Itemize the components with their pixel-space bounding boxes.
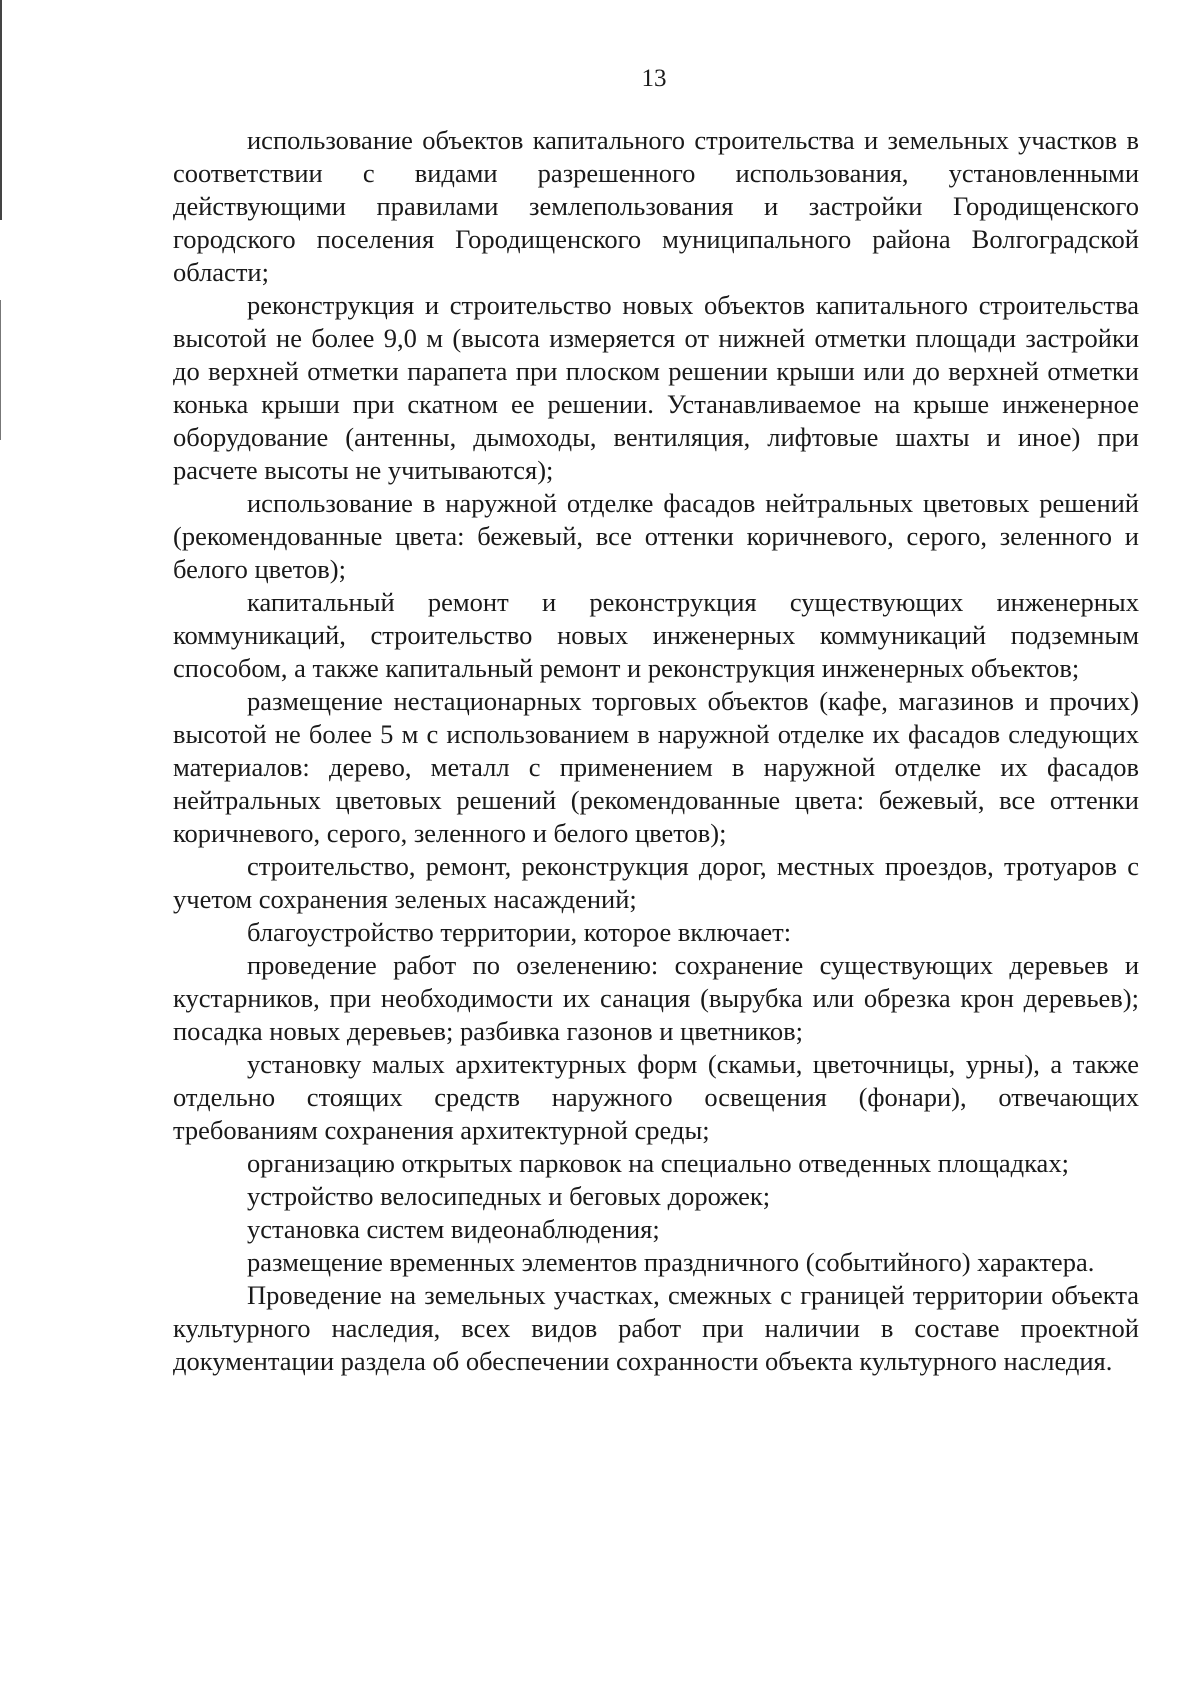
- paragraph: использование объектов капитального строительства и земельных участков в соответствии с видами разрешенного использования, установленными действующими правилами землепользования и застройки Городищенского городского поселения Городищенского муниципального района Волгоградской области;: [173, 125, 1139, 287]
- document-body: [173, 124, 1139, 1378]
- scan-edge-mark: [0, 300, 1, 440]
- paragraph: использование в наружной отделке фасадов нейтральных цветовых решений (рекомендованные цвета: бежевый, все оттенки коричневого, серого, зеленного и белого цветов);: [173, 488, 1139, 584]
- paragraph: размещение временных элементов праздничного (событийного) характера.: [247, 1247, 1095, 1277]
- paragraph: капитальный ремонт и реконструкция существующих инженерных коммуникаций, строительство новых инженерных коммуникаций подземным способом, а также капитальный ремонт и реконструкция инженерных объектов;: [173, 587, 1139, 683]
- paragraph: организацию открытых парковок на специально отведенных площадках;: [247, 1148, 1069, 1178]
- paragraph: благоустройство территории, которое включает:: [247, 917, 792, 947]
- paragraph: Проведение на земельных участках, смежных с границей территории объекта культурного наследия, всех видов работ при наличии в составе проектной документации раздела об обеспечении сохранности объекта культурного наследия.: [173, 1280, 1139, 1376]
- paragraph: строительство, ремонт, реконструкция дорог, местных проездов, тротуаров с учетом сохранения зеленых насаждений;: [173, 851, 1139, 914]
- paragraph: установка систем видеонаблюдения;: [247, 1214, 660, 1244]
- paragraph: реконструкция и строительство новых объектов капитального строительства высотой не более 9,0 м (высота измеряется от нижней отметки площади застройки до верхней отметки парапета при плоском решении крыши или до верхней отметки конька крыши при скатном ее решении. Устанавливаемое на крыше инженерное оборудование (антенны, дымоходы, вентиляция, лифтовые шахты и иное) при расчете высоты не учитываются);: [173, 290, 1139, 485]
- scan-edge-mark: [0, 0, 2, 220]
- paragraph: устройство велосипедных и беговых дорожек;: [247, 1181, 771, 1211]
- paragraph: размещение нестационарных торговых объектов (кафе, магазинов и прочих) высотой не более 5 м с использованием в наружной отделке их фасадов следующих материалов: дерево, металл с применением в наружной отделке их фасадов нейтральных цветовых решений (рекомендованные цвета: бежевый, все оттенки коричневого, серого, зеленного и белого цветов);: [173, 686, 1139, 848]
- paragraph: проведение работ по озеленению: сохранение существующих деревьев и кустарников, при необходимости их санация (вырубка или обрезка крон деревьев); посадка новых деревьев; разбивка газонов и цветников;: [173, 950, 1139, 1046]
- paragraph: установку малых архитектурных форм (скамьи, цветочницы, урны), а также отдельно стоящих средств наружного освещения (фонари), отвечающих требованиям сохранения архитектурной среды;: [173, 1049, 1139, 1145]
- page-number: 13: [641, 65, 667, 92]
